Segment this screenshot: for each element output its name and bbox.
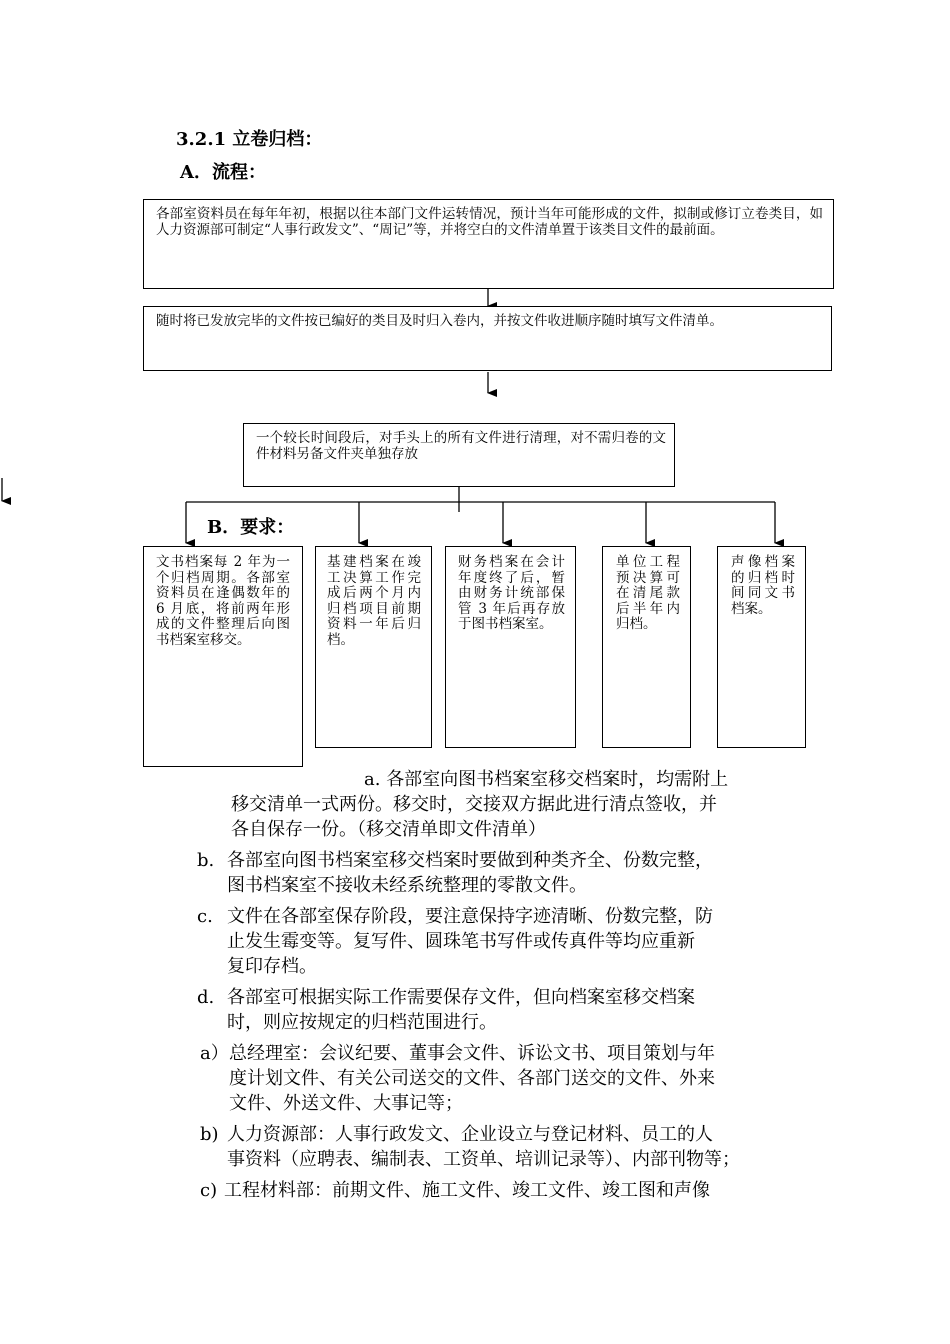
department-a-line-2: 度计划文件、有关公司送交的文件、各部门送交的文件、外来	[229, 1068, 715, 1089]
requirement-d-line-2: 时，则应按规定的归档范围进行。	[227, 1012, 497, 1033]
flow-heading: A．流程：	[180, 162, 266, 183]
archive-documents-text: 文书档案每 2 年为一个归档周期。各部室资料员在逢偶数年的 6 月底，将前两年形成的文件整理后向图书档案室移交。	[156, 554, 290, 648]
department-a-line-3: 文件、外送文件、大事记等；	[229, 1093, 463, 1114]
requirement-b-line-1: 各部室向图书档案室移交档案时要做到种类齐全、份数完整，	[227, 850, 713, 871]
department-b-label: b)	[200, 1124, 219, 1145]
flow-step-1-text: 各部室资料员在每年年初，根据以往本部门文件运转情况，预计当年可能形成的文件，拟制或修订立卷类目，如人力资源部可制定“人事行政发文”、“周记”等，并将空白的文件清单置于该类目文件的最前面。	[156, 206, 823, 238]
department-a	[200, 1041, 715, 1066]
requirement-c-line-1: 文件在各部室保存阶段，要注意保持字迹清晰、份数完整，防	[227, 906, 713, 927]
archive-construction-text: 基建档案在竣工决算工作完成后两个月内归档项目前期资料一年后归档。	[327, 554, 421, 648]
requirement-d-label: d.	[197, 987, 215, 1008]
requirement-b-label: b.	[197, 850, 215, 871]
department-c	[200, 1178, 710, 1203]
department-a-line-1: 总经理室：会议纪要、董事会文件、诉讼文书、项目策划与年	[229, 1043, 715, 1064]
requirement-c-line-2: 止发生霉变等。复写件、圆珠笔书写件或传真件等均应重新	[227, 931, 695, 952]
flow-step-1	[143, 199, 834, 289]
archive-box-documents	[143, 546, 303, 767]
section-heading: 3.2.1 立卷归档：	[176, 129, 323, 150]
flow-step-3-text: 一个较长时间段后，对手头上的所有文件进行清理，对不需归卷的文件材料另备文件夹单独存放	[256, 430, 666, 462]
requirement-c	[197, 904, 713, 929]
archive-box-construction	[315, 546, 432, 748]
requirement-a-line-1: 各部室向图书档案室移交档案时，均需附上	[386, 769, 729, 790]
archive-box-audiovisual	[717, 546, 806, 748]
requirement-c-label: c.	[197, 906, 213, 927]
requirement-d-line-1: 各部室可根据实际工作需要保存文件，但向档案室移交档案	[227, 987, 695, 1008]
department-b-line-2: 事资料（应聘表、编制表、工资单、培训记录等）、内部刊物等；	[227, 1149, 740, 1170]
requirement-a	[364, 767, 728, 792]
requirement-a-line-3: 各自保存一份。（移交清单即文件清单）	[231, 819, 546, 840]
archive-audiovisual-text: 声像档案的归档时间同文书档案。	[731, 554, 795, 617]
archive-box-finance	[445, 546, 576, 748]
requirement-c-line-3: 复印存档。	[227, 956, 317, 977]
flow-step-2-text: 随时将已发放完毕的文件按已编好的类目及时归入卷内，并按文件收进顺序随时填写文件清单。	[156, 313, 723, 329]
requirement-b-line-2: 图书档案室不接收未经系统整理的零散文件。	[227, 875, 587, 896]
requirement-d	[197, 985, 695, 1010]
requirement-a-line-2: 移交清单一式两份。移交时，交接双方据此进行清点签收，并	[231, 794, 717, 815]
department-b-line-1: 人力资源部：人事行政发文、企业设立与登记材料、员工的人	[227, 1124, 713, 1145]
archive-engineering-text: 单位工程预决算可在清尾款后半年内归档。	[616, 554, 680, 632]
requirement-b	[197, 848, 713, 873]
archive-box-engineering	[602, 546, 691, 748]
department-b	[200, 1122, 713, 1147]
department-c-line-1: 工程材料部：前期文件、施工文件、竣工文件、竣工图和声像	[224, 1180, 710, 1201]
flow-step-2	[143, 306, 832, 371]
archive-finance-text: 财务档案在会计年度终了后，暂由财务计统部保管 3 年后再存放于图书档案室。	[458, 554, 565, 632]
requirement-a-label: a.	[364, 769, 381, 790]
department-c-label: c)	[200, 1180, 218, 1201]
flow-step-3	[243, 423, 675, 487]
department-a-label: a）	[200, 1043, 229, 1064]
requirements-heading: B．要求：	[207, 517, 295, 538]
